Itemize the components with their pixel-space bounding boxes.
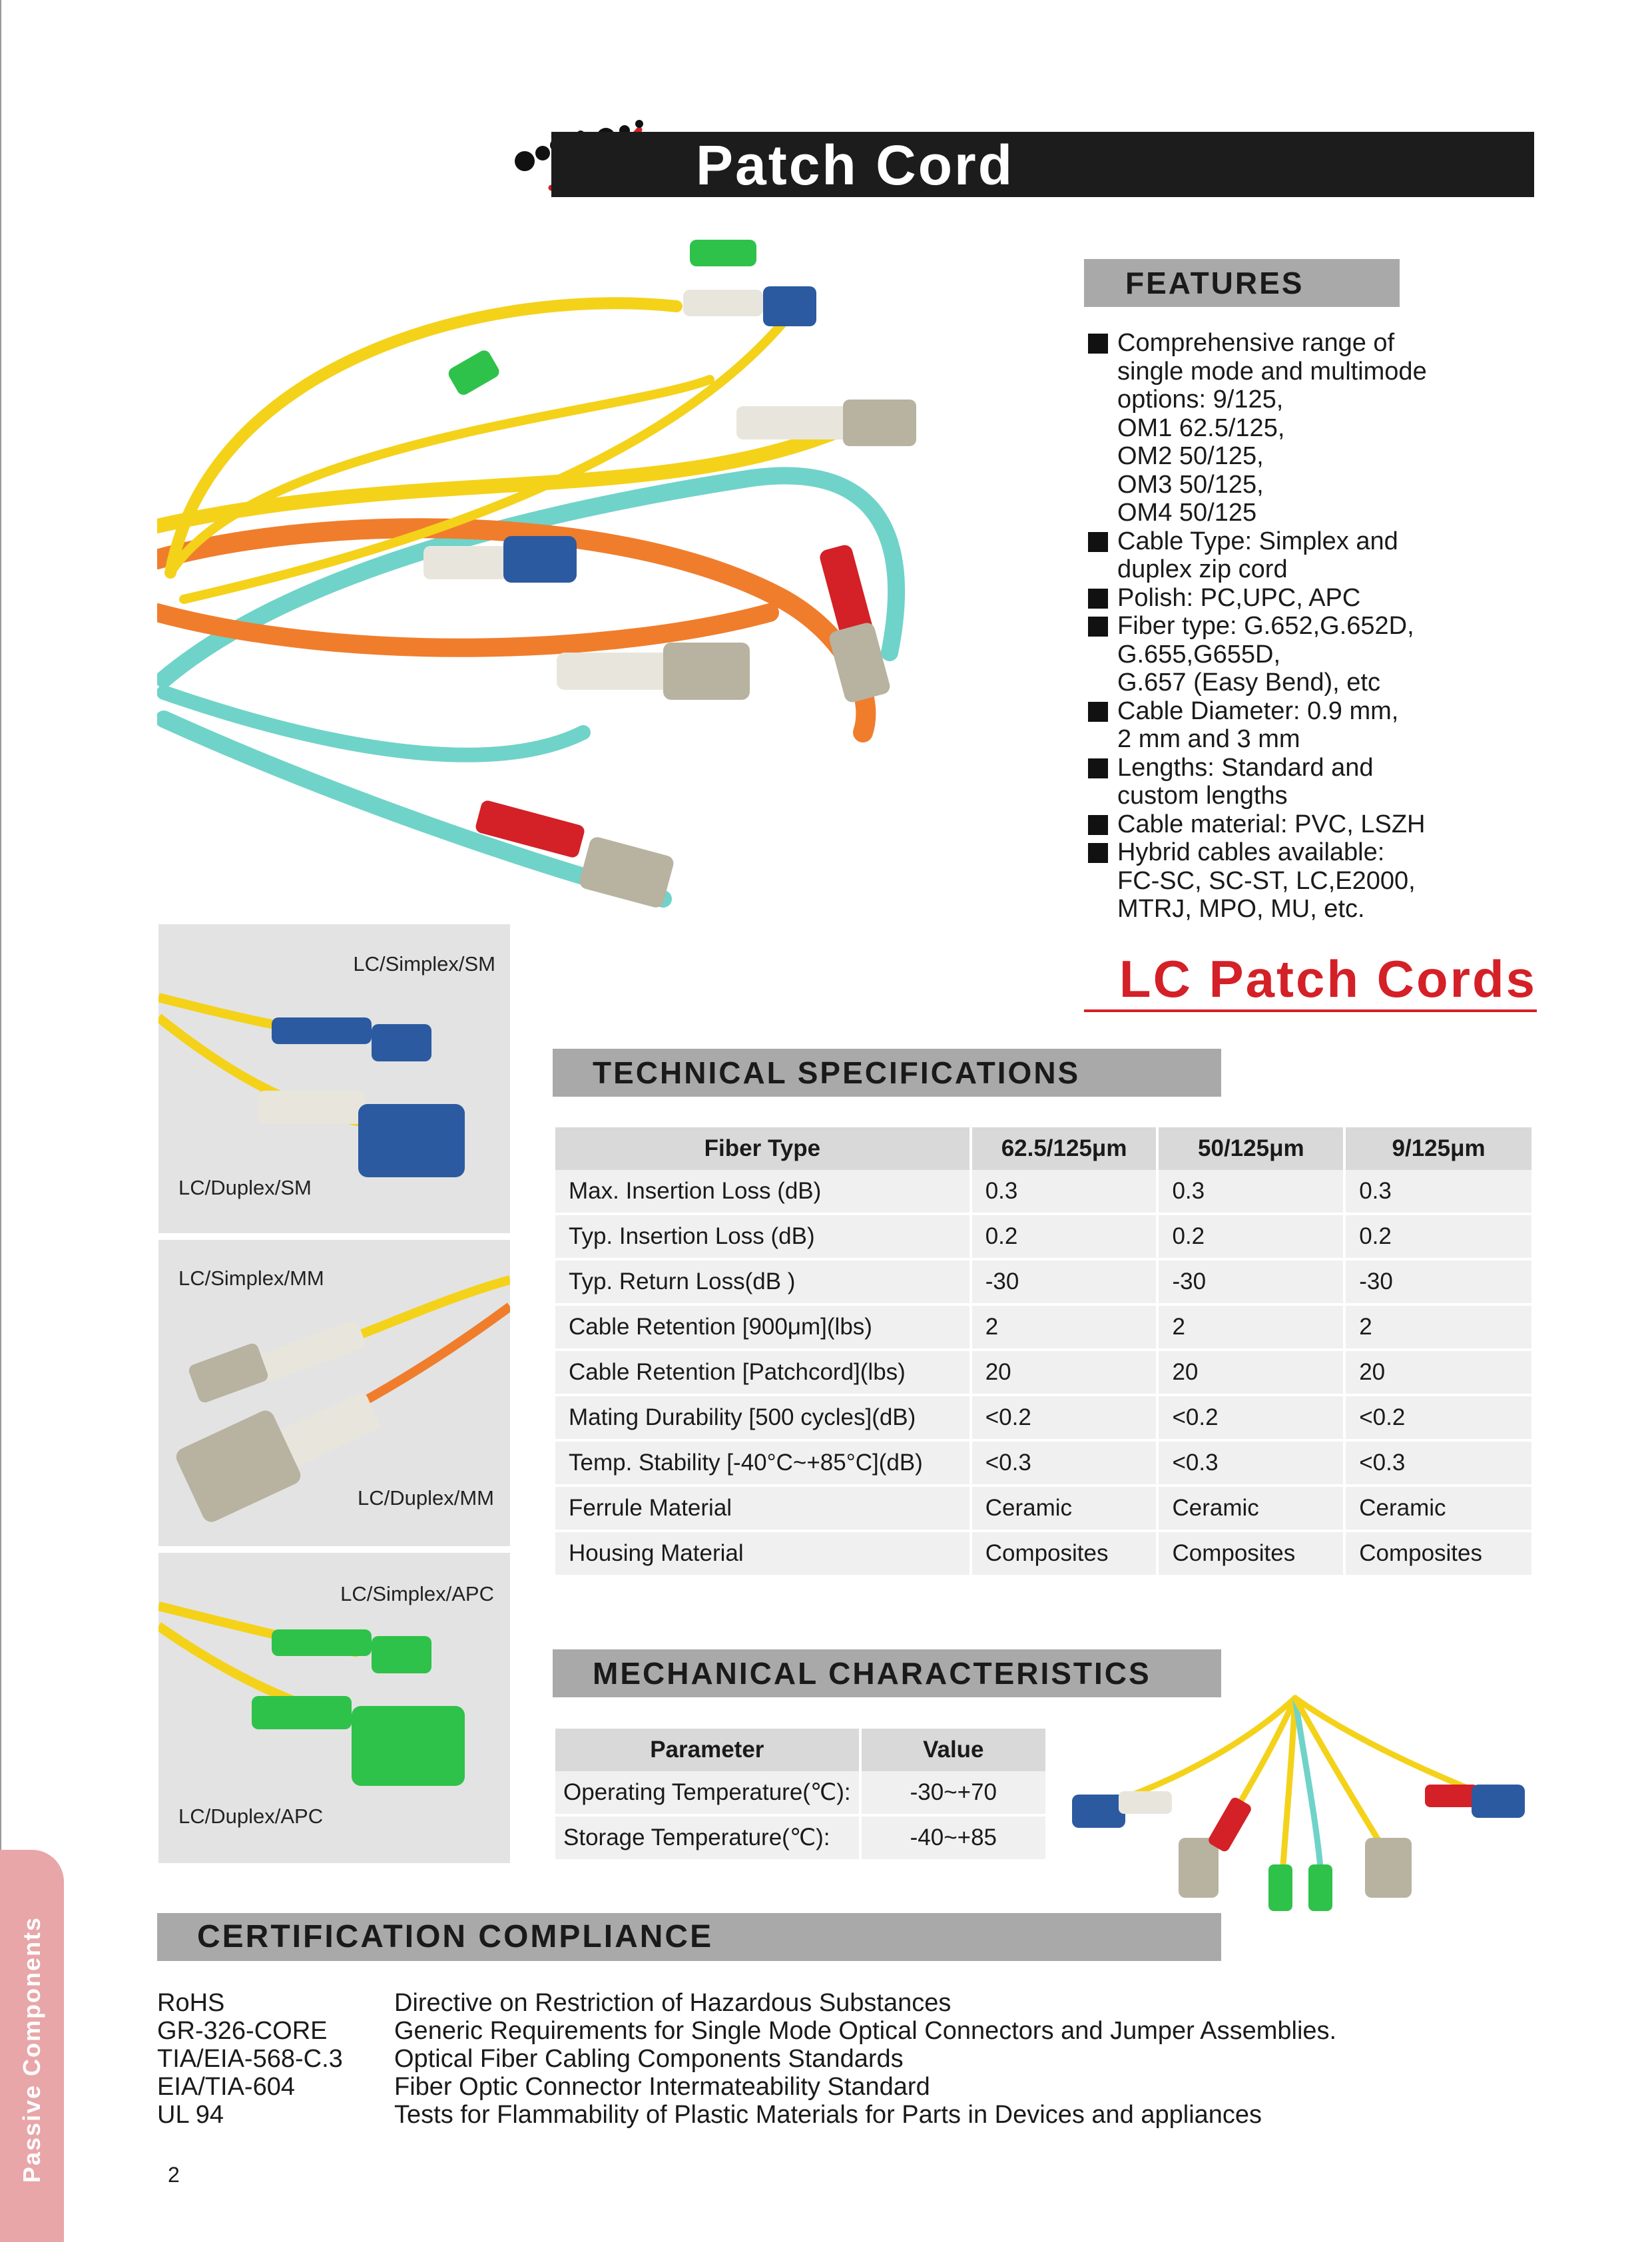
tech-specs-table [553,1127,1534,1577]
spec-value-cell: 2 [972,1306,1157,1351]
spec-value-cell: -30 [1159,1261,1343,1306]
spec-parameter-cell: Max. Insertion Loss (dB) [555,1170,969,1215]
mech-header-cell: Parameter [555,1729,859,1771]
spec-parameter-cell: Housing Material [555,1532,969,1577]
mechanical-table [553,1729,1048,1862]
spec-parameter-cell: Cable Retention [900μm](lbs) [555,1306,969,1351]
spec-value-cell: Composites [1159,1532,1343,1577]
feature-line: Hybrid cables available: [1117,838,1385,866]
thumb-panel-sm [158,924,510,1233]
spec-parameter-cell: Cable Retention [Patchcord](lbs) [555,1351,969,1396]
feature-line: options: 9/125, [1117,386,1284,414]
spec-value-cell: -30 [1346,1261,1531,1306]
features-list [1088,329,1594,924]
cert-code: UL 94 [157,2101,224,2129]
page-title: Patch Cord [696,134,1015,196]
feature-line: FC-SC, SC-ST, LC,E2000, [1117,866,1416,895]
feature-line: Cable Diameter: 0.9 mm, [1117,697,1399,725]
feature-line: single mode and multimode [1117,357,1427,386]
cert-code: GR-326-CORE [157,2017,328,2045]
spec-value-cell: 0.2 [972,1215,1157,1261]
feature-line: Comprehensive range of [1117,329,1395,357]
mech-value-cell: -30~+70 [862,1771,1045,1817]
feature-line: G.655,G655D, [1117,640,1281,669]
spec-parameter-cell: Typ. Insertion Loss (dB) [555,1215,969,1261]
spec-value-cell: Composites [1346,1532,1531,1577]
thumb-panel-mm [158,1240,510,1546]
cert-description: Fiber Optic Connector Intermateability Standard [394,2073,930,2101]
table-row [555,1771,1045,1817]
label-lc-simplex-apc: LC/Simplex/APC [340,1582,494,1605]
feature-line: duplex zip cord [1117,555,1288,583]
feature-line: OM4 50/125 [1117,499,1257,527]
feature-line: Lengths: Standard and [1117,753,1374,782]
table-row [555,1442,1531,1487]
table-row [555,1351,1531,1396]
feature-item [1088,584,1594,613]
tech-specs-header-row [555,1127,1531,1170]
feature-line: OM1 62.5/125, [1117,414,1285,442]
spec-value-cell: 20 [1346,1351,1531,1396]
table-row [555,1487,1531,1532]
spec-value-cell: 2 [1346,1306,1531,1351]
spec-value-cell: <0.2 [1159,1396,1343,1442]
spec-value-cell: <0.3 [1346,1442,1531,1487]
tech-specs-title: TECHNICAL SPECIFICATIONS [593,1055,1081,1090]
cert-description: Directive on Restriction of Hazardous Substances [394,1989,952,2017]
feature-line: MTRJ, MPO, MU, etc. [1117,895,1365,923]
spec-value-cell: 0.3 [972,1170,1157,1215]
spec-header-cell: 50/125μm [1159,1127,1343,1170]
certification-title: CERTIFICATION COMPLIANCE [197,1919,714,1954]
spec-parameter-cell: Typ. Return Loss(dB ) [555,1261,969,1306]
label-lc-duplex-apc: LC/Duplex/APC [178,1805,324,1828]
spec-value-cell: <0.2 [972,1396,1157,1442]
table-row [555,1817,1045,1862]
table-row [555,1215,1531,1261]
label-lc-simplex-mm: LC/Simplex/MM [178,1266,324,1290]
feature-line: Cable Type: Simplex and [1117,527,1398,555]
spec-value-cell: 20 [972,1351,1157,1396]
feature-line: Polish: PC,UPC, APC [1117,583,1361,612]
table-row [555,1261,1531,1306]
side-tab-label: Passive Components [18,1916,45,2183]
mechanical-title: MECHANICAL CHARACTERISTICS [593,1656,1151,1691]
spec-value-cell: Ceramic [972,1487,1157,1532]
feature-line: custom lengths [1117,782,1288,810]
feature-item [1088,527,1594,584]
table-row [555,1532,1531,1577]
label-lc-duplex-mm: LC/Duplex/MM [358,1486,494,1510]
spec-value-cell: 0.2 [1346,1215,1531,1261]
spec-header-cell: 9/125μm [1346,1127,1531,1170]
table-row [555,1306,1531,1351]
mech-parameter-cell: Operating Temperature(℃): [555,1771,859,1817]
feature-line: OM2 50/125, [1117,442,1264,470]
feature-line: Cable material: PVC, LSZH [1117,810,1426,838]
spec-value-cell: 0.2 [1159,1215,1343,1261]
spec-value-cell: Ceramic [1346,1487,1531,1532]
spec-value-cell: 2 [1159,1306,1343,1351]
features-title: FEATURES [1125,266,1304,300]
feature-line: 2 mm and 3 mm [1117,725,1300,753]
spec-parameter-cell: Ferrule Material [555,1487,969,1532]
feature-line: G.657 (Easy Bend), etc [1117,669,1380,697]
spec-header-cell: Fiber Type [555,1127,969,1170]
spec-header-cell: 62.5/125μm [972,1127,1157,1170]
table-row [555,1396,1531,1442]
spec-parameter-cell: Mating Durability [500 cycles](dB) [555,1396,969,1442]
thumb-panel-apc [158,1553,510,1863]
feature-item [1088,697,1594,754]
label-lc-duplex-sm: LC/Duplex/SM [178,1176,312,1199]
feature-item [1088,754,1594,810]
mech-parameter-cell: Storage Temperature(℃): [555,1817,859,1862]
fan-out-cords-photo [1052,1685,1538,1918]
spec-value-cell: Composites [972,1532,1157,1577]
spec-value-cell: 0.3 [1346,1170,1531,1215]
table-row [555,1170,1531,1215]
spec-value-cell: 20 [1159,1351,1343,1396]
label-lc-simplex-sm: LC/Simplex/SM [353,952,495,976]
cert-code: RoHS [157,1989,225,2017]
mech-value-cell: -40~+85 [862,1817,1045,1862]
page-number: 2 [168,2163,180,2187]
cert-code: EIA/TIA-604 [157,2073,295,2101]
cert-description: Optical Fiber Cabling Components Standards [394,2045,904,2073]
mech-header-cell: Value [862,1729,1045,1771]
feature-line: OM3 50/125, [1117,470,1264,499]
spec-value-cell: <0.3 [972,1442,1157,1487]
spec-parameter-cell: Temp. Stability [-40°C~+85°C](dB) [555,1442,969,1487]
feature-item [1088,329,1594,527]
side-tab-text-wrap [0,1850,64,2242]
spec-value-cell: -30 [972,1261,1157,1306]
feature-item [1088,612,1594,697]
hero-patch-cord-photo [157,226,1036,946]
spec-value-cell: 0.3 [1159,1170,1343,1215]
spec-value-cell: <0.2 [1346,1396,1531,1442]
cert-description: Generic Requirements for Single Mode Optical Connectors and Jumper Assemblies. [394,2017,1337,2045]
cert-code: TIA/EIA-568-C.3 [157,2045,343,2073]
mechanical-header-row [555,1729,1045,1771]
spec-value-cell: <0.3 [1159,1442,1343,1487]
product-heading: LC Patch Cords [1084,948,1537,1012]
feature-item [1088,810,1594,839]
feature-line: Fiber type: G.652,G.652D, [1117,612,1414,640]
feature-item [1088,838,1594,924]
cert-description: Tests for Flammability of Plastic Materials for Parts in Devices and appliances [394,2101,1262,2129]
spec-value-cell: Ceramic [1159,1487,1343,1532]
